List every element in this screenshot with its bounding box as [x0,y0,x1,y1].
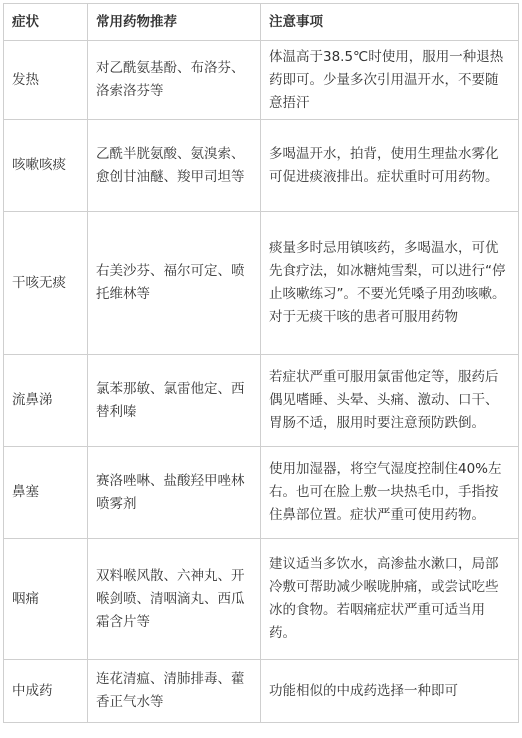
table-row [4,660,519,723]
table-row [4,212,519,355]
header-drugs: 常用药物推荐 [88,4,261,41]
table-row [4,41,519,120]
symptom-cell: 流鼻涕 [4,355,88,447]
notes-cell: 若症状严重可服用氯雷他定等，服药后偶见嗜睡、头晕、头痛、激动、口干、胃肠不适，服用时要注意预防跌倒。 [261,355,519,447]
medication-table [3,3,519,723]
table-row [4,120,519,212]
drugs-cell: 右美沙芬、福尔可定、喷托维林等 [88,212,261,355]
symptom-cell: 发热 [4,41,88,120]
table-row [4,539,519,660]
symptom-cell: 咳嗽咳痰 [4,120,88,212]
notes-cell: 建议适当多饮水，高渗盐水漱口，局部冷敷可帮助减少喉咙肿痛，或尝试吃些冰的食物。若咽痛症状严重可适当用药。 [261,539,519,660]
header-symptom: 症状 [4,4,88,41]
symptom-cell: 鼻塞 [4,447,88,539]
symptom-cell: 咽痛 [4,539,88,660]
drugs-cell: 乙酰半胱氨酸、氨溴索、愈创甘油醚、羧甲司坦等 [88,120,261,212]
drugs-cell: 连花清瘟、清肺排毒、藿香正气水等 [88,660,261,723]
notes-cell: 痰量多时忌用镇咳药，多喝温水，可优先食疗法，如冰糖炖雪梨，可以进行“停止咳嗽练习”。不要光凭嗓子用劲咳嗽。对于无痰干咳的患者可服用药物 [261,212,519,355]
table-row [4,355,519,447]
drugs-cell: 对乙酰氨基酚、布洛芬、洛索洛芬等 [88,41,261,120]
drugs-cell: 氯苯那敏、氯雷他定、西替利嗪 [88,355,261,447]
notes-cell: 使用加湿器，将空气湿度控制住40%左右。也可在脸上敷一块热毛巾，手指按住鼻部位置。症状严重可使用药物。 [261,447,519,539]
drugs-cell: 赛洛唑啉、盐酸羟甲唑林喷雾剂 [88,447,261,539]
table-body [4,41,519,723]
symptom-cell: 干咳无痰 [4,212,88,355]
table-row [4,447,519,539]
drugs-cell: 双料喉风散、六神丸、开喉剑喷、清咽滴丸、西瓜霜含片等 [88,539,261,660]
notes-cell: 功能相似的中成药选择一种即可 [261,660,519,723]
header-row [4,4,519,41]
table-header [4,4,519,41]
notes-cell: 多喝温开水，拍背，使用生理盐水雾化可促进痰液排出。症状重时可用药物。 [261,120,519,212]
header-notes: 注意事项 [261,4,519,41]
notes-cell: 体温高于38.5℃时使用，服用一种退热药即可。少量多次引用温开水，不要随意捂汗 [261,41,519,120]
symptom-cell: 中成药 [4,660,88,723]
